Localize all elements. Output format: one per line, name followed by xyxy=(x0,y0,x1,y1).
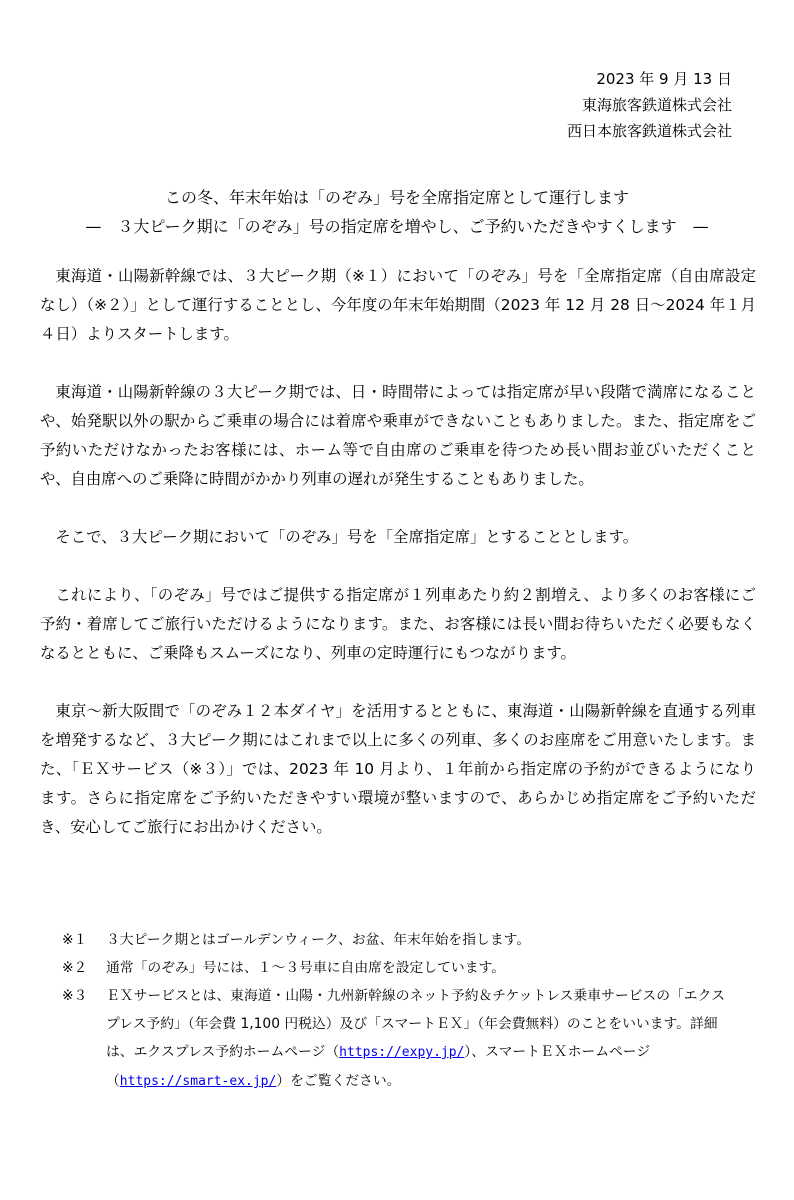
footnote-mark: ※１ xyxy=(62,932,88,948)
title-block xyxy=(30,183,764,241)
company-jr-central: 東海旅客鉄道株式会社 xyxy=(581,96,732,114)
body-paragraph: 東海道・山陽新幹線の３大ピーク期では、日・時間帯によっては指定席が早い段階で満席になることや、始発駅以外の駅からご乗車の場合には着席や乗車ができないこともありました。また、指定席をご予約いただけなかったお客様には、ホーム等で自由席のご乗車を待つため長い間お並びいただくことや、自由席へのご乗降に時間がかかり列車の遅れが発生することもありました。 xyxy=(40,383,756,488)
footnote-text: 通常「のぞみ」号には、１〜３号車に自由席を設定しています。 xyxy=(106,960,506,976)
main-title: この冬、年末年始は「のぞみ」号を全席指定席として運行します xyxy=(164,188,629,207)
footnote-mark: ※３ xyxy=(62,988,88,1004)
footnote-text-part: ）、スマートＥＸホームページ（ xyxy=(106,1044,651,1089)
body-paragraph: 東京〜新大阪間で「のぞみ１２本ダイヤ」を活用するとともに、東海道・山陽新幹線を直通する列車を増発するなど、３大ピーク期にはこれまで以上に多くの列車、多くのお座席をご用意いたします。また、「ＥＸサービス（※３）」では、2023 年 10 月より、１年前から指定席の予約ができるようになります。さらに指定席をご予約いただきやすい環境が整いますので、あらかじめ指定席をご予約いただき、安心してご旅行にお出かけください。 xyxy=(40,702,756,836)
footnote-text: ３大ピーク期とはゴールデンウィーク、お盆、年末年始を指します。 xyxy=(106,932,531,948)
footnotes xyxy=(62,926,732,1096)
footnote-mark: ※２ xyxy=(62,960,88,976)
release-date: 2023 年 9 月 13 日 xyxy=(596,70,732,88)
header-block xyxy=(567,66,732,144)
footnote-3 xyxy=(62,982,732,1096)
body-paragraph: そこで、３大ピーク期において「のぞみ」号を「全席指定席」とすることとします。 xyxy=(55,528,639,546)
footnote-text xyxy=(106,982,732,1096)
company-jr-west: 西日本旅客鉄道株式会社 xyxy=(566,122,732,140)
body-paragraph: これにより、「のぞみ」号ではご提供する指定席が１列車あたり約２割増え、より多くのお客様にご予約・着席してご旅行いただけるようになります。また、お客様には長い間お待ちいただく必要もなくなるとともに、ご乗降もスムーズになり、列車の定時運行にもつながります。 xyxy=(40,586,756,662)
footnote-text-part: ＥＸサービスとは、東海道・山陽・九州新幹線のネット予約＆チケットレス乗車サービスの「エクスプレス予約」（年会費 1,100 円税込）及び「スマートＥＸ」（年会費無料）のことをいいます。詳細は、エクスプレス予約ホームページ（ xyxy=(106,988,726,1060)
express-reservation-link[interactable]: https://expy.jp/ xyxy=(339,1045,465,1060)
footnote-text-part: ）をご覧ください。 xyxy=(276,1073,401,1089)
smart-ex-link[interactable]: https://smart-ex.jp/ xyxy=(119,1074,277,1089)
footnote-1 xyxy=(62,926,732,954)
body-text xyxy=(40,262,756,871)
body-paragraph: 東海道・山陽新幹線では、３大ピーク期（※１）において「のぞみ」号を「全席指定席（自由席設定なし）（※２）」として運行することとし、今年度の年末年始期間（2023 年 12 月 28 日〜2024 年１月４日）よりスタートします。 xyxy=(40,267,756,343)
footnote-2 xyxy=(62,954,732,982)
sub-title: — ３大ピーク期に「のぞみ」号の指定席を増やし、ご予約いただきやすくします — xyxy=(85,217,709,236)
